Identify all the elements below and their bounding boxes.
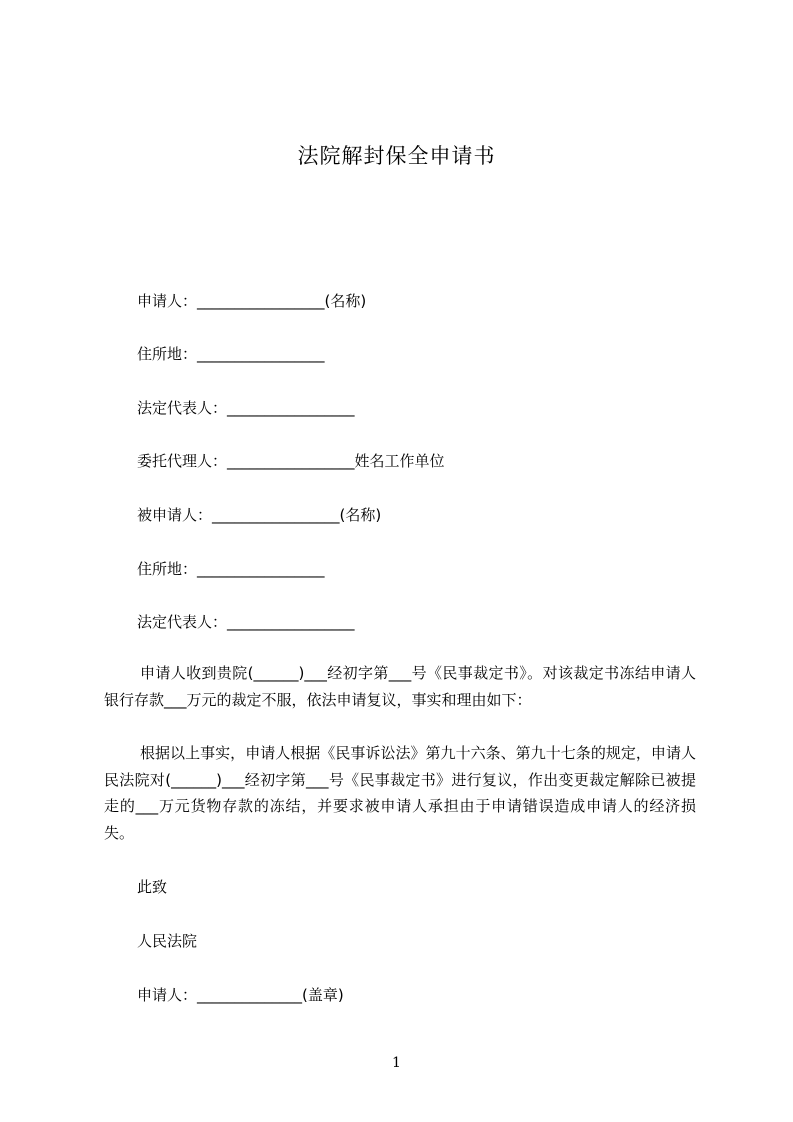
addressee-text: 人民法院 bbox=[137, 932, 198, 950]
request-paragraph: 根据以上事实，申请人根据《民事诉讼法》第九十六条、第九十七条的规定，申请人民法院对(______)___经初字第___号《民事裁定书》进行复议，作出变更裁定解除已被提走的___万元货物存款的冻结，并要求被申请人承担由于申请错误造成申请人的经济损失。 bbox=[104, 744, 696, 842]
applicant-legal-rep-field: 法定代表人：_________________ bbox=[137, 399, 355, 417]
respondent-address-field: 住所地：_________________ bbox=[137, 560, 325, 578]
facts-paragraph: 申请人收到贵院(______)___经初字第___号《民事裁定书》。对该裁定书冻结申请人银行存款___万元的裁定不服，依法申请复议，事实和理由如下： bbox=[104, 664, 696, 709]
respondent-legal-rep-field: 法定代表人：_________________ bbox=[137, 613, 355, 631]
applicant-field: 申请人：_________________(名称) bbox=[137, 292, 367, 310]
signature-field: 申请人：______________(盖章) bbox=[137, 986, 344, 1004]
applicant-address-field: 住所地：_________________ bbox=[137, 345, 325, 363]
page-number: 1 bbox=[392, 1055, 401, 1071]
document-title: 法院解封保全申请书 bbox=[297, 144, 496, 168]
closing-text: 此致 bbox=[137, 878, 168, 896]
agent-field: 委托代理人：_________________姓名工作单位 bbox=[137, 452, 445, 470]
respondent-field: 被申请人：_________________(名称) bbox=[137, 506, 382, 524]
